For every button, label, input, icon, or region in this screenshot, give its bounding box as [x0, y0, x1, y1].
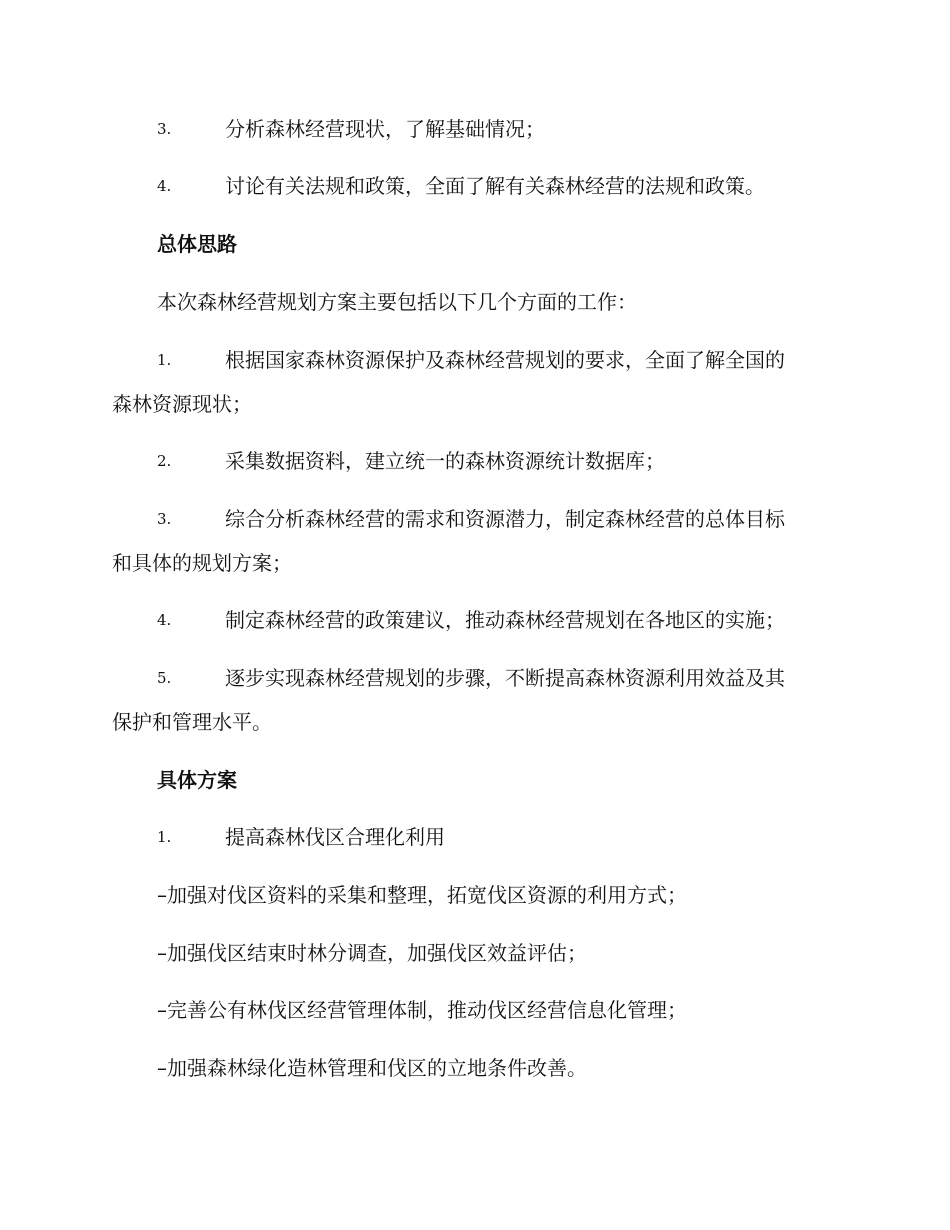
list-number: 3. — [157, 510, 172, 528]
section-heading-specific: 具体方案 — [157, 768, 237, 792]
list-item: 分析森林经营现状，了解基础情况； — [225, 117, 545, 141]
bullet-item: –加强对伐区资料的采集和整理，拓宽伐区资源的利用方式； — [157, 883, 687, 907]
list-item: 综合分析森林经营的需求和资源潜力，制定森林经营的总体目标 — [225, 507, 785, 531]
list-item-continuation: 森林资源现状； — [112, 392, 252, 416]
section-intro: 本次森林经营规划方案主要包括以下几个方面的工作： — [157, 290, 637, 314]
list-item: 提高森林伐区合理化利用 — [225, 825, 445, 849]
list-item-continuation: 和具体的规划方案； — [112, 551, 292, 575]
list-number: 5. — [157, 669, 172, 687]
list-number: 4. — [157, 611, 172, 629]
list-item: 逐步实现森林经营规划的步骤，不断提高森林资源利用效益及其 — [225, 666, 785, 690]
section-heading-general: 总体思路 — [157, 232, 237, 256]
list-number: 3. — [157, 120, 172, 138]
bullet-item: –完善公有林伐区经营管理体制，推动伐区经营信息化管理； — [157, 998, 687, 1022]
list-number: 1. — [157, 828, 172, 846]
list-number: 4. — [157, 177, 172, 195]
list-number: 2. — [157, 452, 172, 470]
list-item: 采集数据资料，建立统一的森林资源统计数据库； — [225, 449, 665, 473]
list-item: 制定森林经营的政策建议，推动森林经营规划在各地区的实施； — [225, 608, 785, 632]
bullet-item: –加强森林绿化造林管理和伐区的立地条件改善。 — [157, 1056, 587, 1080]
bullet-item: –加强伐区结束时林分调查，加强伐区效益评估； — [157, 941, 587, 965]
list-item-continuation: 保护和管理水平。 — [112, 710, 272, 734]
list-number: 1. — [157, 351, 172, 369]
list-item: 根据国家森林资源保护及森林经营规划的要求，全面了解全国的 — [225, 348, 785, 372]
list-item: 讨论有关法规和政策，全面了解有关森林经营的法规和政策。 — [225, 174, 765, 198]
